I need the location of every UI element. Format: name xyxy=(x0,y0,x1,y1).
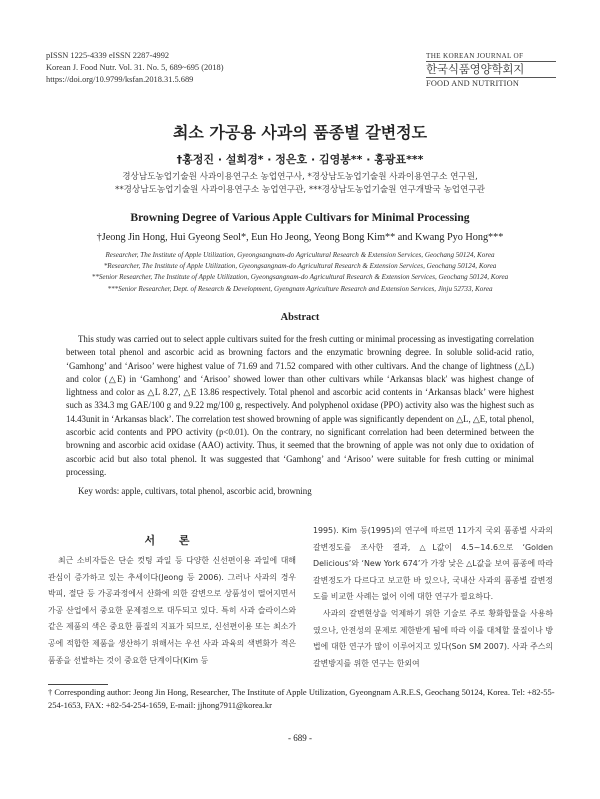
intro-right-paragraph-1: 1995). Kim 등(1995)의 연구에 따르면 11가지 국외 품종별 사과의 갈변정도를 조사한 결과, △L값이 4.5~14.6으로 ‘Golden Delicious’와 ‘New York 674’가 가장 낮은 △L값을 보여 품종에 따라 갈변정도가 다르다고 보고한 바 있으나, 국내산 사과의 품종별 갈변정도를 비교한 사례는 없어 이에 대한 연구가 필요하다. xyxy=(313,526,553,602)
intro-right-paragraph-2: 사과의 갈변현상을 억제하기 위한 기술로 주로 황화합물을 사용하였으나, 안전성의 문제로 제한받게 됨에 따라 이를 대체할 물질이나 방법에 대한 연구가 많이 이루어지고 있다(Son SM 2007). 사과 주스의 갈변방지를 위한 연구는 한외여 xyxy=(313,608,553,668)
footnote-rule xyxy=(48,684,108,685)
intro-right-column xyxy=(313,523,553,672)
intro-heading: 서 론 xyxy=(144,534,200,547)
journal-english-name: FOOD AND NUTRITION xyxy=(426,77,556,88)
english-title: Browning Degree of Various Apple Cultivars for Minimal Processing xyxy=(130,211,470,224)
intro-left-column: 최근 소비자들은 단순 컷팅 과일 등 다양한 신선편이용 과일에 대해 관심이 증가하고 있는 추세이다(Jeong 등 2006). 그러나 사과의 경우 박피, 절단 등 가공과정에서 산화에 의한 갈변으로 상품성이 떨어지면서 가공 산업에서 중요한 문제점으로 대두되고 있다. 특히 사과 슬라이스와 같은 제품의 색은 중요한 품질의 지표가 되므로, 신선편이용 또는 최소가공에 적합한 제품을 생산하기 위해서는 우선 사과 과육의 색변화가 적은 품종을 선발하는 것이 중요한 단계이다(Kim 등 xyxy=(48,556,296,665)
corresponding-author-footnote: † Corresponding author: Jeong Jin Hong, Researcher, The Institute of Apple Utilization, Gyeongnam A.R.E.S, Geochang 50124, Korea. Tel: +82-55-254-1653, FAX: +82-54-254-1659, E-mail: jjhong7911@korea.kr xyxy=(48,687,555,710)
korean-title: 최소 가공용 사과의 품종별 갈변정도 xyxy=(172,123,428,142)
journal-korean-name: 한국식품영양학회지 xyxy=(426,62,525,76)
english-affiliation-4: ***Senior Researcher, Dept. of Research & Development, Gyengnam Agriculture Research and Extension Services, Jinju 52733, Korea xyxy=(107,285,493,293)
english-affiliation-3: **Senior Researcher, The Institute of Apple Utilization, Gyeongsangnam-do Agricultural Research & Extension Services, Geochang 50124, Korea xyxy=(91,273,509,281)
journal-logo xyxy=(426,52,556,88)
abstract-text: This study was carried out to select apple cultivars suited for the fresh cutting or minimal processing as investigating correlation between total phenol and ascorbic acid as browning factors and the enzymatic browning degree. In soluble solid-acid ratio, ‘Gamhong’ and ‘Arisoo’ were highest value of 71.69 and 71.52 compared with other cultivars. And the change of lightness (△L) and color (△E) in ‘Gamhong’ and ‘Arisoo’ showed lower than other cultivars while ‘Arkansas black' was highest change of lightness and color as △L 8.27, △E 13.86 respectively. Total phenol and ascorbic acid contents in ‘Arkansas black’ were highest such as 334.3 mg GAE/100 g and 9.22 mg/100 g, respectively. And polyphenol oxidase (PPO) activity also was the highest such as 14.43unit in ‘Arkansas black’. The correlation test showed browning of apple was significantly dependent on △L, △E, total phenol, ascorbic acid contents and PPO activity (p<0.01). On the contrary, no significant correlation had been determined between the browning and ascorbic acid oxidase (AAO) activity. Thus, it seemed that the browning of apple was not only due to oxidation of ascorbic acid but also total phenol. It was suggested that ‘Gamhong’ and ‘Arisoo’ were suitable for fresh cutting or minimal processing. xyxy=(66,334,534,477)
page-number: - 689 - xyxy=(288,733,312,743)
korean-affiliation-1: 경상남도농업기술원 사과이용연구소 농업연구사, *경상남도농업기술원 사과이용연구소 연구원, xyxy=(122,172,478,182)
keywords: Key words: apple, cultivars, total phenol, ascorbic acid, browning xyxy=(78,486,312,496)
english-affiliation-2: *Researcher, The Institute of Apple Utilization, Gyeongsangnam-do Agricultural Research & Extension Services, Geochang 50124, Korea xyxy=(103,262,497,270)
journal-the: THE KOREAN JOURNAL OF xyxy=(426,52,556,62)
korean-affiliation-2: **경상남도농업기술원 사과이용연구소 농업연구관, ***경상남도농업기술원 연구개발국 농업연구관 xyxy=(115,185,485,195)
korean-authors: †홍정진 · 설희경* · 정은호 · 김영봉** · 홍광표*** xyxy=(176,153,424,166)
citation-header xyxy=(46,50,224,86)
doi-link[interactable]: https://doi.org/10.9799/ksfan.2018.31.5.689 xyxy=(46,75,194,84)
english-affiliation-1: Researcher, The Institute of Apple Utilization, Gyeongsangnam-do Agricultural Research & Extension Services, Geochang 50124, Korea xyxy=(105,251,495,259)
citation-line: Korean J. Food Nutr. Vol. 31. No. 5, 689~695 (2018) xyxy=(46,63,224,72)
abstract-heading: Abstract xyxy=(280,312,320,323)
issn-line: pISSN 1225-4339 eISSN 2287-4992 xyxy=(46,51,170,60)
english-authors: †Jeong Jin Hong, Hui Gyeong Seol*, Eun Ho Jeong, Yeong Bong Kim** and Kwang Pyo Hong*** xyxy=(96,232,504,243)
